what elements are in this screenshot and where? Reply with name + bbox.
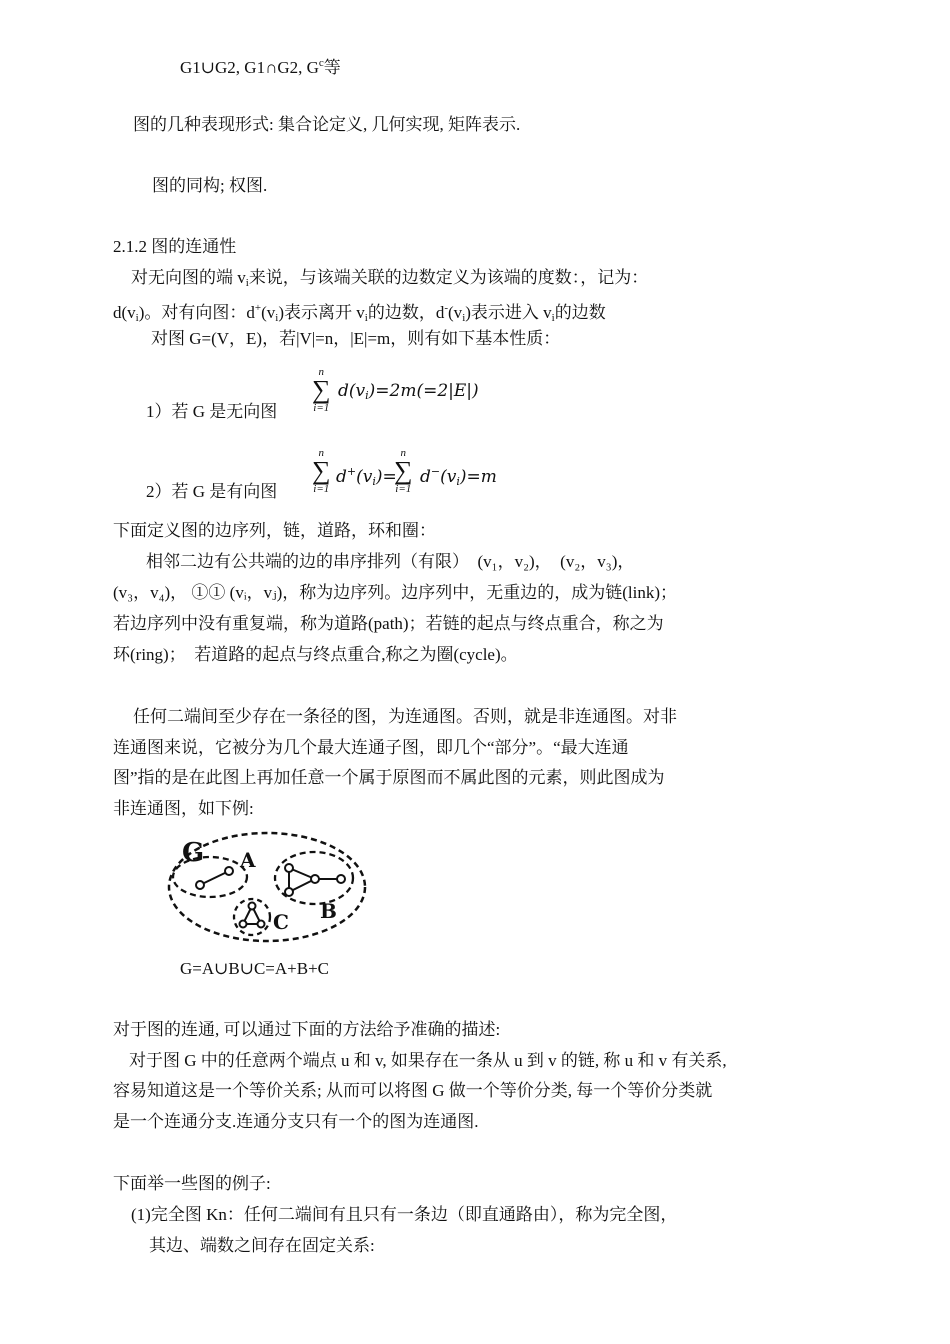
p2-f6: )=m	[459, 467, 497, 487]
graph-definition-line: 对图 G=(V，E)，若|V|=n，|E|=m，则有如下基本性质：	[151, 329, 561, 348]
precise-intro: 对于图的连通, 可以通过下面的方法给予准确的描述:	[113, 1020, 501, 1039]
degree-line-1	[131, 267, 648, 294]
p2-f2-sub: i	[372, 475, 376, 488]
p1-f-tail: )=2m(=2|E|)	[368, 381, 479, 401]
set-ops-tail: 等	[323, 58, 341, 77]
node-c1	[249, 903, 256, 910]
set-operations-line	[180, 52, 341, 79]
node-b1	[285, 864, 293, 872]
property-2-label: 2）若 G 是有向图	[146, 482, 278, 501]
definitions-line-2: (v₃，v₄)， ①① (vᵢ，vⱼ)，称为边序列。边序列中，无重边的，成为链(link)；	[113, 583, 678, 602]
precise-line-3: 是一个连通分支.连通分支只有一个的图为连通图.	[113, 1112, 479, 1131]
degree-l2-e-sup: -	[444, 302, 449, 314]
definitions-intro: 下面定义图的边序列，链，道路，环和圈：	[113, 521, 436, 540]
property-2-formula-b	[420, 461, 497, 493]
sum2b-sigma: ∑	[394, 456, 413, 485]
degree-l2-c: (v	[261, 303, 276, 322]
node-c3	[258, 921, 265, 928]
p2-f1-sup: +	[346, 465, 357, 478]
property-1-formula	[338, 380, 479, 407]
sum1-bottom: i=1	[313, 402, 330, 414]
degree-l1-a: 对无向图的端 v	[131, 268, 246, 287]
degree-line-2	[113, 297, 606, 329]
degree-l2-g: )表示进入 v	[465, 303, 552, 322]
p2-f1: d	[336, 467, 347, 487]
label-g: G	[182, 838, 205, 868]
definitions-line-4: 环(ring)； 若道路的起点与终点重合,称之为圈(cycle)。	[113, 645, 518, 664]
precise-line-1: 对于图 G 中的任意两个端点 u 和 v, 如果存在一条从 u 到 v 的链, 称 u 和 v 有关系,	[129, 1051, 727, 1070]
label-b: B	[320, 899, 337, 923]
complete-graph-line-1: (1)完全图 Kn：任何二端间有且只有一条边（即直通路由），称为完全图，	[131, 1205, 678, 1224]
representation-forms-line: 图的几种表现形式: 集合论定义, 几何实现, 矩阵表示.	[133, 115, 521, 134]
degree-l2-d-sub: i	[364, 312, 368, 324]
sum2b-top: n	[400, 447, 407, 459]
p1-f-sub: i	[365, 389, 369, 402]
degree-l2-b: )。对有向图：d	[138, 303, 255, 322]
sum-symbol-2b	[394, 447, 413, 495]
isomorphism-line: 图的同构; 权图.	[152, 176, 268, 195]
label-a: A	[240, 848, 256, 872]
sum2a-top: n	[318, 447, 325, 459]
degree-l2-g-sub: i	[551, 312, 555, 324]
definitions-line-3: 若边序列中没有重复端，称为道路(path)；若链的起点与终点重合，称之为	[113, 614, 664, 633]
sum-symbol-1	[312, 366, 331, 414]
sum-symbol-2a	[312, 447, 331, 495]
degree-l2-d: )表示离开 v	[278, 303, 365, 322]
sum2a-bottom: i=1	[313, 483, 330, 495]
node-a2	[225, 867, 233, 875]
p1-f-a: d(v	[338, 381, 366, 401]
label-c: C	[273, 910, 289, 934]
p2-f2: (v	[356, 467, 373, 487]
property-1-label: 1）若 G 是无向图	[146, 402, 278, 421]
degree-l2-f-sub: i	[462, 312, 466, 324]
degree-l2-e: 的边数，d	[367, 303, 445, 322]
degree-l1-tail: 来说，与该端关联的边数定义为该端的度数：，记为：	[248, 268, 649, 287]
degree-l2-c-sub: i	[275, 312, 279, 324]
complete-graph-line-2: 其边、端数之间存在固定关系:	[149, 1236, 375, 1255]
precise-line-2: 容易知道这是一个等价关系; 从而可以将图 G 做一个等价分类, 每一个等价分类就	[113, 1081, 713, 1100]
node-b4	[337, 875, 345, 883]
set-ops-text: G1∪G2, G1∩G2, G	[180, 58, 319, 77]
p2-f4: d	[420, 467, 431, 487]
degree-l1-sub: i	[245, 277, 249, 289]
node-c2	[240, 921, 247, 928]
disconnected-graph-figure	[160, 825, 380, 950]
examples-intro: 下面举一些图的例子:	[113, 1174, 271, 1193]
node-a1	[196, 881, 204, 889]
sum1-sigma: ∑	[312, 375, 331, 404]
degree-l2-b-sup: +	[254, 302, 262, 314]
connected-para-line-1: 任何二端间至少存在一条径的图，为连通图。否则，就是非连通图。对非	[133, 707, 677, 726]
complement-sup: c	[318, 57, 324, 69]
p2-f3: )=	[375, 467, 397, 487]
p2-f5-sub: i	[456, 475, 460, 488]
figure-caption: G=A∪B∪C=A+B+C	[180, 959, 330, 978]
connected-para-line-4: 非连通图，如下例:	[113, 799, 254, 818]
degree-l2-a-sub: i	[135, 312, 139, 324]
p2-f4-sup: −	[430, 465, 441, 478]
node-b2	[285, 888, 293, 896]
connected-para-line-3: 图”指的是在此图上再加任意一个属于原图而不属此图的元素，则此图成为	[113, 768, 665, 787]
degree-l2-f: (v	[448, 303, 463, 322]
connected-para-line-2: 连通图来说，它被分为几个最大连通子图，即几个“部分”。“最大连通	[113, 738, 629, 757]
degree-l2-a: d(v	[113, 303, 136, 322]
sum2b-bottom: i=1	[395, 483, 412, 495]
degree-l2-h: 的边数	[554, 303, 606, 322]
sum2a-sigma: ∑	[312, 456, 331, 485]
definitions-line-1: 相邻二边有公共端的边的串序排列（有限） (v₁，v₂)， (v₂，v₃)，	[146, 552, 635, 571]
property-2-formula-a	[336, 461, 397, 493]
section-title: 2.1.2 图的连通性	[113, 237, 237, 256]
node-b3	[311, 875, 319, 883]
sum1-top: n	[318, 366, 325, 378]
p2-f5: (v	[440, 467, 457, 487]
